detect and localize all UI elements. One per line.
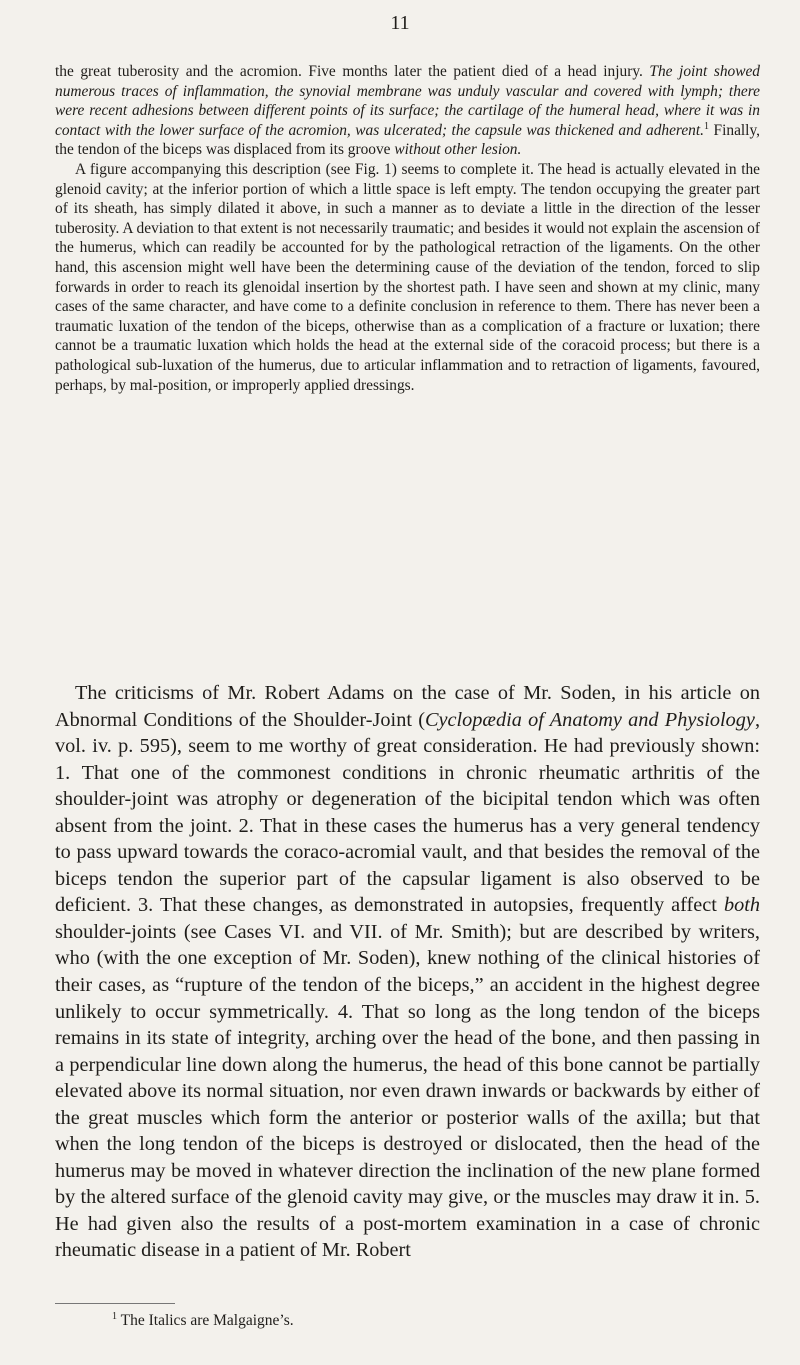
adams-text-3: shoulder-joints (see Cases VI. and VII. of Mr. Smith); but are described by writers, who (with the one exception of Mr. Soden), knew nothing of the clinical histories of their cases, as “rupture of the tendon of the biceps,” an accident in the highest degree unlikely to occur symmetrically. 4. That so long as the long tendon of the biceps remains in its state of integrity, arching over the head of the bone, and then passing in a perpendicular line down along the humerus, the head of this bone cannot be partially elevated above its normal situation, nor even drawn inwards or backwards by either of the great muscles which form the anterior or posterior walls of the axilla; but that when the long tendon of the biceps is destroyed or dislocated, then the head of the humerus may be moved in whatever direction the inclination of the new plane formed by the altered surface of the glenoid cavity may give, or the muscles may draw it in. 5. He had given also the results of a post-mortem examination in a case of chronic rheumatic disease in a patient of Mr. Robert	[55, 920, 760, 1262]
paragraph-adams-criticisms	[55, 680, 760, 1264]
footnote-text: The Italics are Malgaigne’s.	[117, 1312, 294, 1329]
adams-text-2: , vol. iv. p. 595), seem to me worthy of great consideration. He had previously shown: 1. That one of the commonest conditions in chronic rheumatic arthritis of the shoulder-joint was atrophy or degeneration of the bicipital tendon which was often absent from the joint. 2. That in these cases the humerus has a very general tendency to pass upward towards the coraco-acromial vault, and that besides the removal of the biceps tendon the superior part of the capsular ligament is also observed to be deficient. 3. That these changes, as demonstrated in autopsies, frequently affect	[55, 708, 761, 917]
footnote-reference: 1	[704, 120, 710, 132]
main-text-block	[55, 680, 760, 1264]
adams-text-1: The criticisms of Mr. Robert Adams on the case of Mr. Soden, in his article on Abnormal Conditions of the Shoulder-Joint (	[55, 682, 760, 731]
footnote	[112, 1311, 294, 1330]
cyclopaedia-title: Cyclopædia of Anatomy and Physiology	[424, 708, 755, 731]
case-report-italic-findings: The joint showed numerous traces of inflammation, the synovial membrane was unduly vascular and covered with lymph; there were recent adhesions between different points of its surface; the cartilage of the humeral head, where it was in contact with the lower surface of the acromion, was ulcerated; the capsule was thickened and adherent.	[55, 63, 760, 139]
page-number: 11	[390, 12, 410, 34]
paragraph-figure-discussion: A figure accompanying this description (see Fig. 1) seems to complete it. The head is actually elevated in the glenoid cavity; at the inferior portion of which a little space is left empty. The tendon occupying the greater part of its sheath, has simply dilated it above, in such a manner as to deviate a little in the direction of the lesser tuberosity. A deviation to that extent is not necessarily traumatic; and besides it would not explain the ascension of the humerus, which can readily be accounted for by the pathological retraction of the ligaments. On the other hand, this ascension might well have been the determining cause of the deviation of the tendon, forced to slip forwards in order to reach its glenoidal insertion by the shortest path. I have seen and shown at my clinic, many cases of the same character, and have come to a definite conclusion in reference to them. There has never been a traumatic luxation of the tendon of the biceps, otherwise than as a complication of a fracture or luxation; there cannot be a traumatic luxation which holds the head at the external side of the coracoid process; but there is a pathological sub-luxation of the humerus, due to articular inflammation and to retraction of ligaments, favoured, perhaps, by mal-position, or improperly applied dressings.	[55, 160, 760, 394]
case-report-italic-ending: without other lesion.	[394, 141, 522, 159]
adams-italic-both: both	[723, 894, 760, 917]
footnote-divider	[55, 1303, 175, 1304]
case-report-text: the great tuberosity and the acromion. Five months later the patient died of a head injury.	[55, 63, 650, 80]
case-report-text-continued: Finally, the tendon of the biceps was displaced from its groove	[55, 121, 761, 159]
paragraph-case-report	[55, 62, 760, 160]
small-print-block	[55, 62, 760, 395]
footnote-marker: 1	[112, 1310, 118, 1322]
